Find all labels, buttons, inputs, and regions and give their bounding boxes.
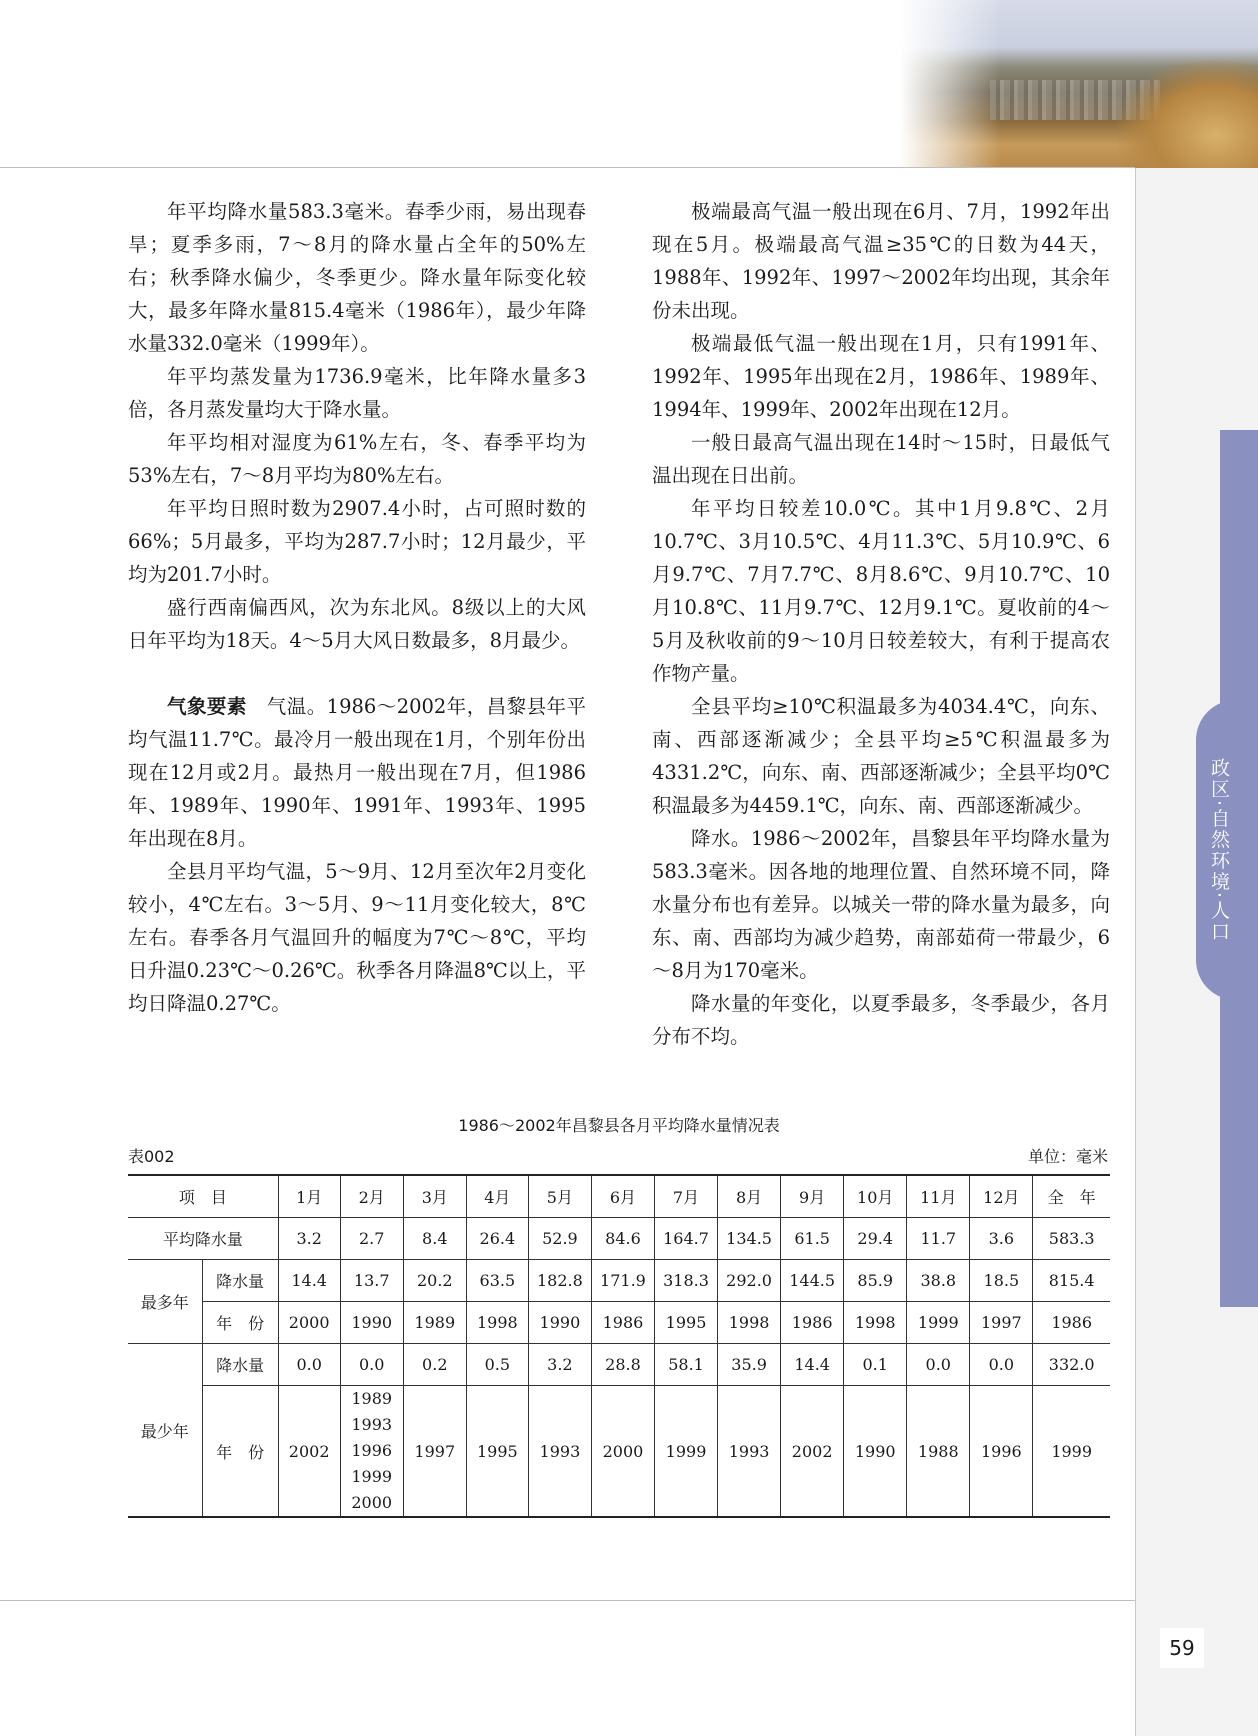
table-cell: 2002 <box>278 1386 340 1518</box>
table-cell: 14.4 <box>781 1344 844 1386</box>
table-cell: 2000 <box>278 1302 340 1344</box>
table-cell: 1997 <box>970 1302 1033 1344</box>
table-cell: 815.4 <box>1033 1260 1110 1302</box>
table-cell: 1986 <box>591 1302 654 1344</box>
table-cell: 26.4 <box>466 1218 528 1260</box>
table-header-row <box>128 1175 1110 1218</box>
table-cell: 292.0 <box>718 1260 781 1302</box>
table-cell: 1989 <box>403 1302 466 1344</box>
paragraph: 年平均日较差10.0℃。其中1月9.8℃、2月10.7℃、3月10.5℃、4月11.3℃、5月10.9℃、6月9.7℃、7月7.7℃、8月8.6℃、9月10.7℃、10月10.8℃、11月9.7℃、12月9.1℃。夏收前的4～5月及秋收前的9～10月日较差较大，有利于提高农作物产量。 <box>652 497 1110 685</box>
header-month: 1月 <box>278 1175 340 1218</box>
header-month: 2月 <box>340 1175 403 1218</box>
table-cell: 3.6 <box>970 1218 1033 1260</box>
section-paragraph <box>128 690 586 855</box>
table-cell: 318.3 <box>654 1260 717 1302</box>
header-month: 5月 <box>528 1175 591 1218</box>
table-cell: 182.8 <box>528 1260 591 1302</box>
header-month: 12月 <box>970 1175 1033 1218</box>
rainfall-table <box>128 1174 1110 1518</box>
year-entry: 1993 <box>351 1415 393 1434</box>
year-entry: 1999 <box>351 1467 393 1486</box>
header-month: 全 年 <box>1033 1175 1110 1218</box>
table-cell: 1997 <box>403 1386 466 1518</box>
table-cell: 0.0 <box>278 1344 340 1386</box>
paragraph: 盛行西南偏西风，次为东北风。8级以上的大风日年平均为18天。4～5月大风日数最多，8月最少。 <box>128 596 586 652</box>
table-cell: 1999 <box>654 1386 717 1518</box>
row-label: 年 份 <box>202 1302 278 1344</box>
table-cell: 29.4 <box>844 1218 907 1260</box>
header-month: 7月 <box>654 1175 717 1218</box>
header-landscape-photo <box>900 0 1258 168</box>
group-label-min: 最少年 <box>128 1344 202 1518</box>
table-cell: 1993 <box>718 1386 781 1518</box>
table-cell: 13.7 <box>340 1260 403 1302</box>
chapter-tab-label: 政区·自然环境·人口 <box>1208 757 1230 943</box>
table-cell: 1995 <box>654 1302 717 1344</box>
table-unit: 单位：毫米 <box>1027 1147 1108 1166</box>
table-cell: 144.5 <box>781 1260 844 1302</box>
table-cell: 38.8 <box>907 1260 970 1302</box>
paragraph: 极端最高气温一般出现在6月、7月，1992年出现在5月。极端最高气温≥35℃的日数为44天，1988年、1992年、1997～2002年均出现，其余年份未出现。 <box>652 200 1110 322</box>
table-cell: 11.7 <box>907 1218 970 1260</box>
table-cell: 1990 <box>528 1302 591 1344</box>
table-cell: 1988 <box>907 1386 970 1518</box>
table-cell: 0.2 <box>403 1344 466 1386</box>
table-number: 表002 <box>128 1147 175 1166</box>
table-cell: 1990 <box>340 1302 403 1344</box>
header-month: 11月 <box>907 1175 970 1218</box>
table-cell: 1999 <box>907 1302 970 1344</box>
table-cell: 52.9 <box>528 1218 591 1260</box>
paragraph: 极端最低气温一般出现在1月，只有1991年、1992年、1995年出现在2月，1986年、1989年、1994年、1999年、2002年出现在12月。 <box>652 332 1110 421</box>
group-label-max: 最多年 <box>128 1260 202 1344</box>
table-cell: 2000 <box>591 1386 654 1518</box>
paragraph: 一般日最高气温出现在14时～15时，日最低气温出现在日出前。 <box>652 431 1110 487</box>
table-cell: 1993 <box>528 1386 591 1518</box>
table-row-min-year <box>128 1386 1110 1518</box>
table-cell: 332.0 <box>1033 1344 1110 1386</box>
header-month: 4月 <box>466 1175 528 1218</box>
table-cell: 20.2 <box>403 1260 466 1302</box>
year-entry: 1989 <box>351 1389 393 1408</box>
table-row-max-amount <box>128 1260 1110 1302</box>
table-row-max-year <box>128 1302 1110 1344</box>
table-cell: 0.0 <box>970 1344 1033 1386</box>
table-cell: 2002 <box>781 1386 844 1518</box>
photo-rock-detail <box>1118 60 1258 168</box>
year-entry: 2000 <box>351 1493 393 1512</box>
year-entry: 1996 <box>351 1441 393 1460</box>
table-cell: 0.5 <box>466 1344 528 1386</box>
table-cell: 61.5 <box>781 1218 844 1260</box>
header-month: 3月 <box>403 1175 466 1218</box>
header-month: 6月 <box>591 1175 654 1218</box>
table-cell: 58.1 <box>654 1344 717 1386</box>
table-title: 1986～2002年昌黎县各月平均降水量情况表 <box>458 1116 780 1135</box>
table-row-average <box>128 1218 1110 1260</box>
table-cell: 8.4 <box>403 1218 466 1260</box>
table-cell: 583.3 <box>1033 1218 1110 1260</box>
left-text-column <box>128 195 586 1020</box>
paragraph: 年平均蒸发量为1736.9毫米，比年降水量多3倍，各月蒸发量均大于降水量。 <box>128 365 586 421</box>
table-cell: 63.5 <box>466 1260 528 1302</box>
table-cell: 1990 <box>844 1386 907 1518</box>
table-cell: 1996 <box>970 1386 1033 1518</box>
header-month: 10月 <box>844 1175 907 1218</box>
table-cell: 3.2 <box>528 1344 591 1386</box>
table-cell: 3.2 <box>278 1218 340 1260</box>
table-cell: 1998 <box>466 1302 528 1344</box>
table-cell: 1998 <box>844 1302 907 1344</box>
row-label: 平均降水量 <box>128 1218 278 1260</box>
table-cell: 0.0 <box>907 1344 970 1386</box>
paragraph: 年平均相对湿度为61%左右，冬、春季平均为53%左右，7～8月平均为80%左右。 <box>128 431 586 487</box>
table-cell: 85.9 <box>844 1260 907 1302</box>
header-month: 9月 <box>781 1175 844 1218</box>
header-item: 项 目 <box>128 1175 278 1218</box>
page-header <box>0 0 1258 168</box>
table-cell: 2.7 <box>340 1218 403 1260</box>
table-cell: 84.6 <box>591 1218 654 1260</box>
table-cell: 1986 <box>781 1302 844 1344</box>
footer-rule <box>0 1600 1135 1601</box>
table-row-min-amount <box>128 1344 1110 1386</box>
table-cell: 28.8 <box>591 1344 654 1386</box>
header-month: 8月 <box>718 1175 781 1218</box>
table-cell: 164.7 <box>654 1218 717 1260</box>
section-heading: 气象要素 <box>167 695 247 718</box>
right-text-column <box>652 195 1110 1053</box>
table-cell: 134.5 <box>718 1218 781 1260</box>
paragraph: 全县平均≥10℃积温最多为4034.4℃，向东、南、西部逐渐减少；全县平均≥5℃积温最多为4331.2℃，向东、南、西部逐渐减少；全县平均0℃积温最多为4459.1℃，向东、南、西部逐渐减少。 <box>652 695 1110 817</box>
table-cell: 1986 <box>1033 1302 1110 1344</box>
table-cell: 35.9 <box>718 1344 781 1386</box>
table-cell: 1998 <box>718 1302 781 1344</box>
table-cell: 1999 <box>1033 1386 1110 1518</box>
table-cell-multi-year <box>340 1386 403 1518</box>
paragraph: 年平均日照时数为2907.4小时，占可照时数的66%；5月最多，平均为287.7小时；12月最少，平均为201.7小时。 <box>128 497 586 586</box>
table-cell: 171.9 <box>591 1260 654 1302</box>
table-cell: 0.1 <box>844 1344 907 1386</box>
table-cell: 14.4 <box>278 1260 340 1302</box>
paragraph: 降水。1986～2002年，昌黎县年平均降水量为583.3毫米。因各地的地理位置、自然环境不同，降水量分布也有差异。以城关一带的降水量为最多，向东、南、西部均为减少趋势，南部茹荷一带最少，6～8月为170毫米。 <box>652 827 1110 982</box>
page-number: 59 <box>1160 1628 1204 1668</box>
row-label: 年 份 <box>202 1386 278 1518</box>
section-text: 气温。1986～2002年，昌黎县年平均气温11.7℃。最冷月一般出现在1月，个别年份出现在12月或2月。最热月一般出现在7月，但1986年、1989年、1990年、1991年、1993年、1995年出现在8月。 <box>128 695 586 850</box>
header-rule <box>0 167 1135 168</box>
row-label: 降水量 <box>202 1260 278 1302</box>
row-label: 降水量 <box>202 1344 278 1386</box>
table-cell: 18.5 <box>970 1260 1033 1302</box>
paragraph: 全县月平均气温，5～9月、12月至次年2月变化较小，4℃左右。3～5月、9～11月变化较大，8℃左右。春季各月气温回升的幅度为7℃～8℃，平均日升温0.23℃～0.26℃。秋季各月降温8℃以上，平均日降温0.27℃。 <box>128 860 586 1015</box>
table-cell: 1995 <box>466 1386 528 1518</box>
table-cell: 0.0 <box>340 1344 403 1386</box>
paragraph: 年平均降水量583.3毫米。春季少雨，易出现春旱；夏季多雨，7～8月的降水量占全年的50%左右；秋季降水偏少，冬季更少。降水量年际变化较大，最多年降水量815.4毫米（1986年），最少年降水量332.0毫米（1999年）。 <box>128 200 586 355</box>
paragraph: 降水量的年变化，以夏季最多，冬季最少，各月分布不均。 <box>652 992 1110 1048</box>
